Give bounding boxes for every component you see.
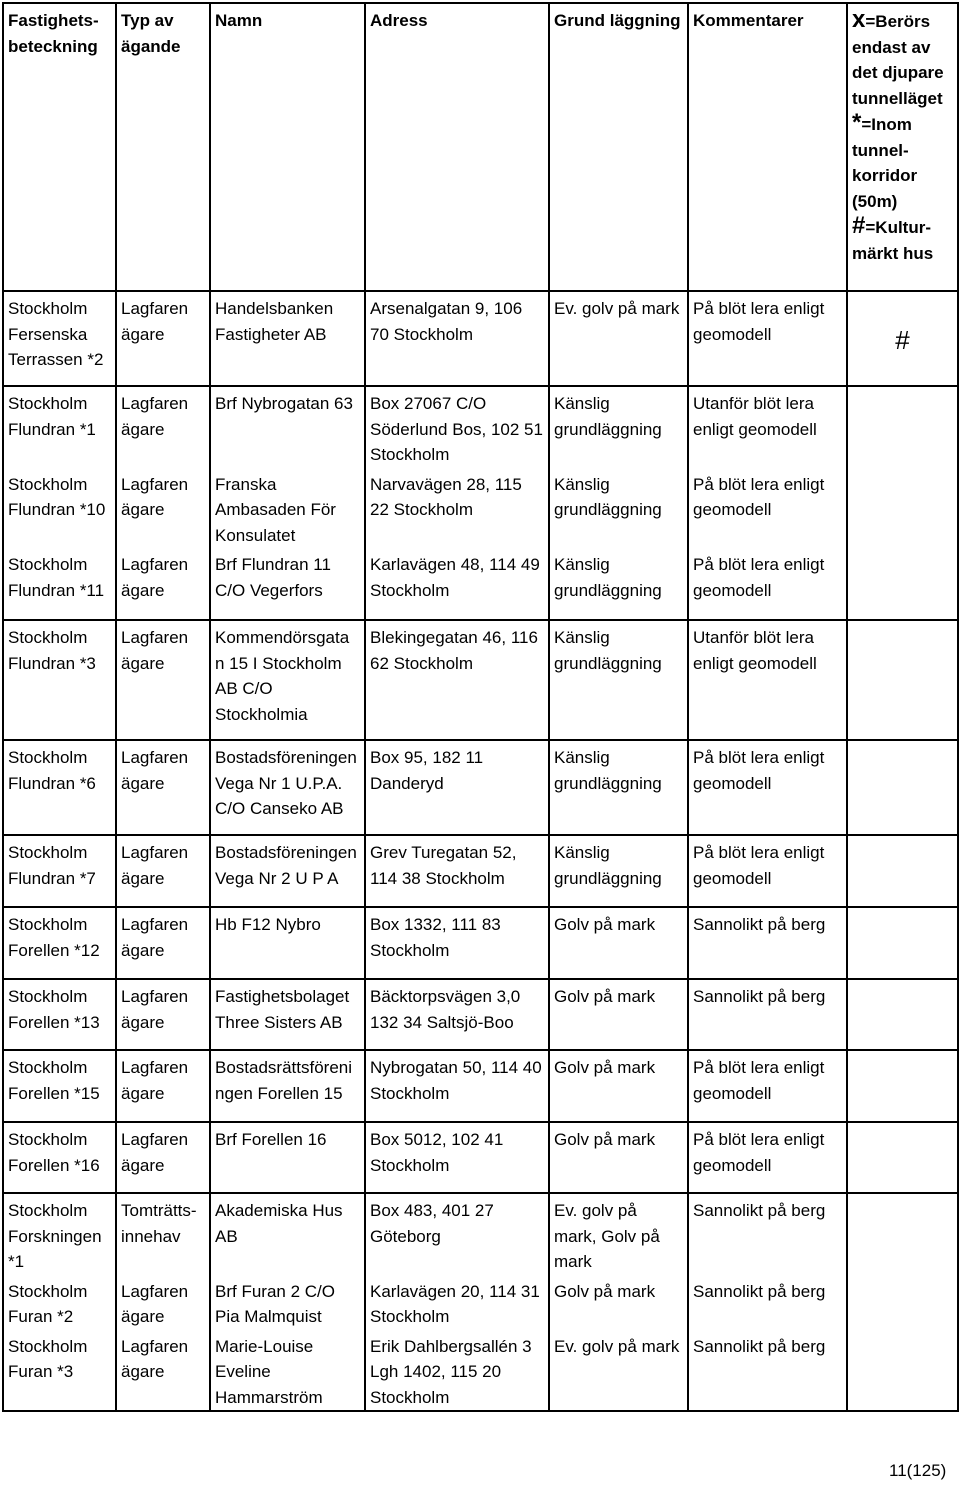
table-row bbox=[3, 291, 958, 386]
cell-adress: Box 483, 401 27 Göteborg bbox=[365, 1193, 549, 1275]
cell-grund: Golv på mark bbox=[549, 979, 688, 1050]
cell-typ: Lagfaren ägare bbox=[116, 1122, 210, 1193]
cell-marker bbox=[847, 1330, 958, 1412]
cell-adress: Blekingegatan 46, 116 62 Stockholm bbox=[365, 620, 549, 740]
table-row bbox=[3, 1122, 958, 1193]
cell-grund: Golv på mark bbox=[549, 1275, 688, 1330]
cell-fastighet: Stockholm Forellen *15 bbox=[3, 1050, 116, 1122]
cell-adress: Arsenalgatan 9, 106 70 Stockholm bbox=[365, 291, 549, 386]
table-row bbox=[3, 1193, 958, 1275]
cell-marker bbox=[847, 620, 958, 740]
table-row bbox=[3, 1275, 958, 1330]
cell-fastighet: Stockholm Flundran *3 bbox=[3, 620, 116, 740]
cell-marker bbox=[847, 907, 958, 979]
cell-kommentar: På blöt lera enligt geomodell bbox=[688, 1122, 847, 1193]
cell-kommentar: Utanför blöt lera enligt geomodell bbox=[688, 386, 847, 468]
header-kommentar: Kommentarer bbox=[688, 3, 847, 291]
cell-typ: Lagfaren ägare bbox=[116, 907, 210, 979]
cell-namn: Akademiska Hus AB bbox=[210, 1193, 365, 1275]
cell-namn: Brf Forellen 16 bbox=[210, 1122, 365, 1193]
cell-fastighet: Stockholm Flundran *10 bbox=[3, 468, 116, 549]
table-row bbox=[3, 468, 958, 549]
cell-kommentar: På blöt lera enligt geomodell bbox=[688, 835, 847, 907]
cell-typ: Lagfaren ägare bbox=[116, 548, 210, 620]
cell-marker bbox=[847, 835, 958, 907]
cell-adress: Nybrogatan 50, 114 40 Stockholm bbox=[365, 1050, 549, 1122]
cell-adress: Grev Turegatan 52, 114 38 Stockholm bbox=[365, 835, 549, 907]
cell-grund: Ev. golv på mark bbox=[549, 291, 688, 386]
cell-grund: Känslig grundläggning bbox=[549, 386, 688, 468]
cell-grund: Känslig grundläggning bbox=[549, 835, 688, 907]
cell-fastighet: Stockholm Forellen *13 bbox=[3, 979, 116, 1050]
legend-star-symbol: * bbox=[852, 109, 862, 136]
cell-typ: Lagfaren ägare bbox=[116, 835, 210, 907]
cell-typ: Lagfaren ägare bbox=[116, 620, 210, 740]
cell-namn: Franska Ambasaden För Konsulatet bbox=[210, 468, 365, 549]
cell-grund: Känslig grundläggning bbox=[549, 468, 688, 549]
page-number: 11(125) bbox=[889, 1461, 947, 1480]
cell-marker bbox=[847, 468, 958, 549]
legend-cell bbox=[847, 3, 958, 291]
legend-x-text: =Berörs endast av det djupare tunnelläget bbox=[852, 12, 944, 108]
cell-marker: # bbox=[847, 291, 958, 386]
cell-fastighet: Stockholm Flundran *1 bbox=[3, 386, 116, 468]
legend-star-text: =Inom tunnel- korridor (50m) bbox=[852, 115, 918, 211]
cell-kommentar: På blöt lera enligt geomodell bbox=[688, 740, 847, 835]
cell-adress: Erik Dahlbergsallén 3 Lgh 1402, 115 20 Stockholm bbox=[365, 1330, 549, 1412]
cell-typ: Lagfaren ägare bbox=[116, 979, 210, 1050]
cell-kommentar: Sannolikt på berg bbox=[688, 979, 847, 1050]
cell-marker bbox=[847, 386, 958, 468]
cell-namn: Brf Flundran 11 C/O Vegerfors bbox=[210, 548, 365, 620]
cell-typ: Lagfaren ägare bbox=[116, 1050, 210, 1122]
cell-grund: Golv på mark bbox=[549, 1122, 688, 1193]
cell-marker bbox=[847, 1050, 958, 1122]
cell-adress: Box 27067 C/O Söderlund Bos, 102 51 Stockholm bbox=[365, 386, 549, 468]
cell-typ: Lagfaren ägare bbox=[116, 468, 210, 549]
cell-grund: Känslig grundläggning bbox=[549, 740, 688, 835]
cell-fastighet: Stockholm Flundran *11 bbox=[3, 548, 116, 620]
cell-marker bbox=[847, 548, 958, 620]
cell-kommentar: Utanför blöt lera enligt geomodell bbox=[688, 620, 847, 740]
cell-marker bbox=[847, 979, 958, 1050]
cell-grund: Golv på mark bbox=[549, 1050, 688, 1122]
header-namn: Namn bbox=[210, 3, 365, 291]
cell-kommentar: Sannolikt på berg bbox=[688, 1275, 847, 1330]
cell-namn: Bostadsföreningen Vega Nr 2 U P A bbox=[210, 835, 365, 907]
cell-kommentar: Sannolikt på berg bbox=[688, 907, 847, 979]
cell-namn: Handelsbanken Fastigheter AB bbox=[210, 291, 365, 386]
table-row bbox=[3, 907, 958, 979]
cell-fastighet: Stockholm Furan *3 bbox=[3, 1330, 116, 1412]
table-row bbox=[3, 835, 958, 907]
cell-adress: Box 95, 182 11 Danderyd bbox=[365, 740, 549, 835]
cell-adress: Karlavägen 48, 114 49 Stockholm bbox=[365, 548, 549, 620]
cell-kommentar: På blöt lera enligt geomodell bbox=[688, 548, 847, 620]
cell-namn: Bostadsföreningen Vega Nr 1 U.P.A. C/O Canseko AB bbox=[210, 740, 365, 835]
legend-hash-text: =Kultur- märkt hus bbox=[852, 218, 934, 263]
cell-grund: Ev. golv på mark, Golv på mark bbox=[549, 1193, 688, 1275]
cell-marker bbox=[847, 1275, 958, 1330]
cell-marker bbox=[847, 1193, 958, 1275]
cell-fastighet: Stockholm Flundran *7 bbox=[3, 835, 116, 907]
cell-typ: Lagfaren ägare bbox=[116, 1275, 210, 1330]
cell-grund: Känslig grundläggning bbox=[549, 620, 688, 740]
cell-fastighet: Stockholm Forellen *16 bbox=[3, 1122, 116, 1193]
header-row bbox=[3, 3, 958, 291]
legend-hash-symbol: # bbox=[852, 212, 866, 239]
cell-namn: Kommendörsgata n 15 I Stockholm AB C/O Stockholmia bbox=[210, 620, 365, 740]
table-row bbox=[3, 620, 958, 740]
table-row bbox=[3, 979, 958, 1050]
cell-typ: Lagfaren ägare bbox=[116, 740, 210, 835]
cell-typ: Lagfaren ägare bbox=[116, 291, 210, 386]
cell-namn: Hb F12 Nybro bbox=[210, 907, 365, 979]
cell-fastighet: Stockholm Forskningen *1 bbox=[3, 1193, 116, 1275]
table-row bbox=[3, 1050, 958, 1122]
table-row bbox=[3, 386, 958, 468]
cell-adress: Narvavägen 28, 115 22 Stockholm bbox=[365, 468, 549, 549]
cell-fastighet: Stockholm Fersenska Terrassen *2 bbox=[3, 291, 116, 386]
cell-typ: Lagfaren ägare bbox=[116, 1330, 210, 1412]
cell-grund: Golv på mark bbox=[549, 907, 688, 979]
cell-typ: Tomträtts- innehav bbox=[116, 1193, 210, 1275]
cell-grund: Ev. golv på mark bbox=[549, 1330, 688, 1412]
cell-kommentar: Sannolikt på berg bbox=[688, 1193, 847, 1275]
cell-typ: Lagfaren ägare bbox=[116, 386, 210, 468]
cell-kommentar: På blöt lera enligt geomodell bbox=[688, 1050, 847, 1122]
header-adress: Adress bbox=[365, 3, 549, 291]
header-typ: Typ av ägande bbox=[116, 3, 210, 291]
header-grund: Grund läggning bbox=[549, 3, 688, 291]
cell-kommentar: På blöt lera enligt geomodell bbox=[688, 468, 847, 549]
table-row bbox=[3, 740, 958, 835]
cell-namn: Fastighetsbolaget Three Sisters AB bbox=[210, 979, 365, 1050]
cell-adress: Karlavägen 20, 114 31 Stockholm bbox=[365, 1275, 549, 1330]
cell-adress: Bäcktorpsvägen 3,0 132 34 Saltsjö-Boo bbox=[365, 979, 549, 1050]
cell-adress: Box 5012, 102 41 Stockholm bbox=[365, 1122, 549, 1193]
cell-marker bbox=[847, 1122, 958, 1193]
cell-kommentar: Sannolikt på berg bbox=[688, 1330, 847, 1412]
table-row bbox=[3, 1330, 958, 1412]
legend-x-symbol: x bbox=[852, 6, 866, 33]
cell-marker bbox=[847, 740, 958, 835]
property-table bbox=[2, 2, 959, 1412]
cell-kommentar: På blöt lera enligt geomodell bbox=[688, 291, 847, 386]
cell-fastighet: Stockholm Furan *2 bbox=[3, 1275, 116, 1330]
cell-namn: Bostadsrättsföreni ngen Forellen 15 bbox=[210, 1050, 365, 1122]
cell-namn: Brf Nybrogatan 63 bbox=[210, 386, 365, 468]
cell-namn: Marie-Louise Eveline Hammarström bbox=[210, 1330, 365, 1412]
cell-fastighet: Stockholm Flundran *6 bbox=[3, 740, 116, 835]
cell-fastighet: Stockholm Forellen *12 bbox=[3, 907, 116, 979]
table-row bbox=[3, 548, 958, 620]
header-fastighet: Fastighets- beteckning bbox=[3, 3, 116, 291]
cell-adress: Box 1332, 111 83 Stockholm bbox=[365, 907, 549, 979]
cell-namn: Brf Furan 2 C/O Pia Malmquist bbox=[210, 1275, 365, 1330]
cell-grund: Känslig grundläggning bbox=[549, 548, 688, 620]
